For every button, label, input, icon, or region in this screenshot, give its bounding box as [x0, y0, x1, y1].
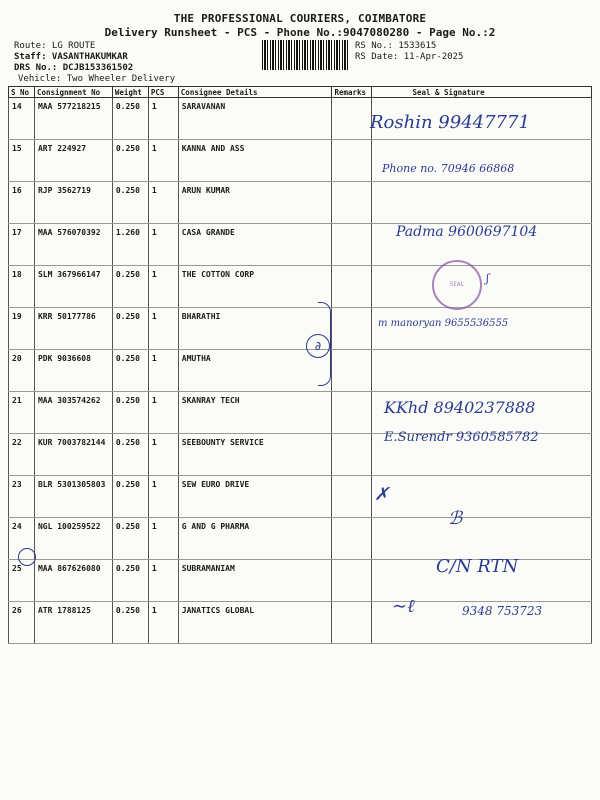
weight: 0.250: [112, 602, 148, 644]
signature-21: KKhd 8940237888: [384, 398, 536, 417]
col-signature: Seal & Signature: [372, 87, 592, 98]
consignee: BHARATHI: [178, 308, 332, 350]
remarks: [332, 266, 372, 308]
consignment-no: ART 224927: [34, 140, 112, 182]
col-remarks: Remarks: [332, 87, 372, 98]
remarks: [332, 182, 372, 224]
pcs: 1: [148, 98, 178, 140]
consignment-no: MAA 576070392: [34, 224, 112, 266]
weight: 0.250: [112, 518, 148, 560]
consignment-no: RJP 3562719: [34, 182, 112, 224]
consignment-no: MAA 303574262: [34, 392, 112, 434]
col-consignment: Consignment No: [34, 87, 112, 98]
signature-cell: [372, 350, 592, 392]
signature-25: C/N RTN: [436, 556, 519, 577]
signature-26: 9348 753723: [462, 604, 543, 618]
company-title: THE PROFESSIONAL COURIERS, COIMBATORE: [173, 12, 427, 25]
consignment-no: PDK 9036608: [34, 350, 112, 392]
pcs: 1: [148, 140, 178, 182]
vehicle-label: Vehicle: Two Wheeler Delivery: [18, 74, 176, 84]
staff-label: Staff: VASANTHAKUMKAR: [14, 52, 128, 62]
consignment-no: NGL 100259522: [34, 518, 112, 560]
table-row: [9, 476, 592, 518]
col-pcs: PCS: [148, 87, 178, 98]
weight: 0.250: [112, 434, 148, 476]
sno: 22: [9, 434, 35, 476]
remarks: [332, 98, 372, 140]
weight: 1.260: [112, 224, 148, 266]
remarks: [332, 224, 372, 266]
signature-22: E.Surendr 9360585782: [384, 430, 539, 445]
pcs: 1: [148, 476, 178, 518]
remarks: [332, 602, 372, 644]
consignee: JANATICS GLOBAL: [178, 602, 332, 644]
consignee: SARAVANAN: [178, 98, 332, 140]
consignee: SEEBOUNTY SERVICE: [178, 434, 332, 476]
remarks: [332, 518, 372, 560]
signature-cell: [372, 182, 592, 224]
pcs: 1: [148, 602, 178, 644]
weight: 0.250: [112, 140, 148, 182]
weight: 0.250: [112, 350, 148, 392]
seal-stamp: SEAL: [432, 260, 482, 310]
signature-cell: [372, 476, 592, 518]
consignment-no: KUR 7003782144: [34, 434, 112, 476]
consignee: G AND G PHARMA: [178, 518, 332, 560]
sno: 20: [9, 350, 35, 392]
consignee: CASA GRANDE: [178, 224, 332, 266]
remarks: [332, 392, 372, 434]
remarks: [332, 308, 372, 350]
runsheet-subtitle: Delivery Runsheet - PCS - Phone No.:9047080280 - Page No.:2: [104, 26, 496, 39]
pcs: 1: [148, 392, 178, 434]
pcs: 1: [148, 224, 178, 266]
signature-24: ℬ: [448, 508, 463, 529]
circled-mark: ∂: [306, 334, 330, 358]
weight: 0.250: [112, 392, 148, 434]
sno: 21: [9, 392, 35, 434]
consignment-no: ATR 1788125: [34, 602, 112, 644]
weight: 0.250: [112, 476, 148, 518]
remarks: [332, 560, 372, 602]
pcs: 1: [148, 434, 178, 476]
signature-15: Phone no. 70946 66868: [382, 162, 515, 175]
table-header: [9, 87, 592, 98]
drs-number: DRS No.: DCJB153361502: [14, 63, 134, 73]
sno: 19: [9, 308, 35, 350]
route-label: Route: LG ROUTE: [14, 41, 96, 51]
consignee: THE COTTON CORP: [178, 266, 332, 308]
signature-19: m manoryan 9655536555: [378, 318, 509, 329]
sno: 24: [9, 518, 35, 560]
weight: 0.250: [112, 308, 148, 350]
remarks: [332, 350, 372, 392]
weight: 0.250: [112, 266, 148, 308]
signature-cell: [372, 140, 592, 182]
table-row: [9, 266, 592, 308]
table-row: [9, 182, 592, 224]
weight: 0.250: [112, 560, 148, 602]
signature-18: ʃ: [486, 272, 489, 285]
sno: 17: [9, 224, 35, 266]
pcs: 1: [148, 560, 178, 602]
signature-14: Roshin 99447771: [370, 112, 530, 133]
remarks: [332, 434, 372, 476]
consignment-no: KRR 50177786: [34, 308, 112, 350]
consignee: ARUN KUMAR: [178, 182, 332, 224]
sno: 23: [9, 476, 35, 518]
rs-number: RS No.: 1533615: [355, 41, 437, 51]
sno: 14: [9, 98, 35, 140]
col-weight: Weight: [112, 87, 148, 98]
sno: 16: [9, 182, 35, 224]
table-row: [9, 140, 592, 182]
signature-23: ✗: [374, 484, 390, 505]
consignee: SUBRAMANIAM: [178, 560, 332, 602]
pcs: 1: [148, 518, 178, 560]
table-row: [9, 350, 592, 392]
consignee: AMUTHA: [178, 350, 332, 392]
pcs: 1: [148, 350, 178, 392]
table-row: [9, 518, 592, 560]
circled-25-mark: [18, 548, 36, 566]
signature-17: Padma 9600697104: [396, 224, 538, 240]
signature-cell: [372, 518, 592, 560]
consignment-no: BLR 5301305803: [34, 476, 112, 518]
sno: 15: [9, 140, 35, 182]
consignee: KANNA AND ASS: [178, 140, 332, 182]
sno: 25: [9, 560, 35, 602]
remarks: [332, 140, 372, 182]
col-consignee: Consignee Details: [178, 87, 332, 98]
consignment-no: SLM 367966147: [34, 266, 112, 308]
sno: 26: [9, 602, 35, 644]
weight: 0.250: [112, 182, 148, 224]
consignee: SEW EURO DRIVE: [178, 476, 332, 518]
weight: 0.250: [112, 98, 148, 140]
consignee: SKANRAY TECH: [178, 392, 332, 434]
sno: 18: [9, 266, 35, 308]
barcode: [262, 40, 348, 70]
rs-date: RS Date: 11-Apr-2025: [355, 52, 464, 62]
consignment-no: MAA 867626080: [34, 560, 112, 602]
pcs: 1: [148, 266, 178, 308]
pcs: 1: [148, 308, 178, 350]
col-sno: S No: [9, 87, 35, 98]
remarks: [332, 476, 372, 518]
consignment-no: MAA 577218215: [34, 98, 112, 140]
pcs: 1: [148, 182, 178, 224]
signature-26-scribble: ∼ℓ: [392, 596, 415, 617]
